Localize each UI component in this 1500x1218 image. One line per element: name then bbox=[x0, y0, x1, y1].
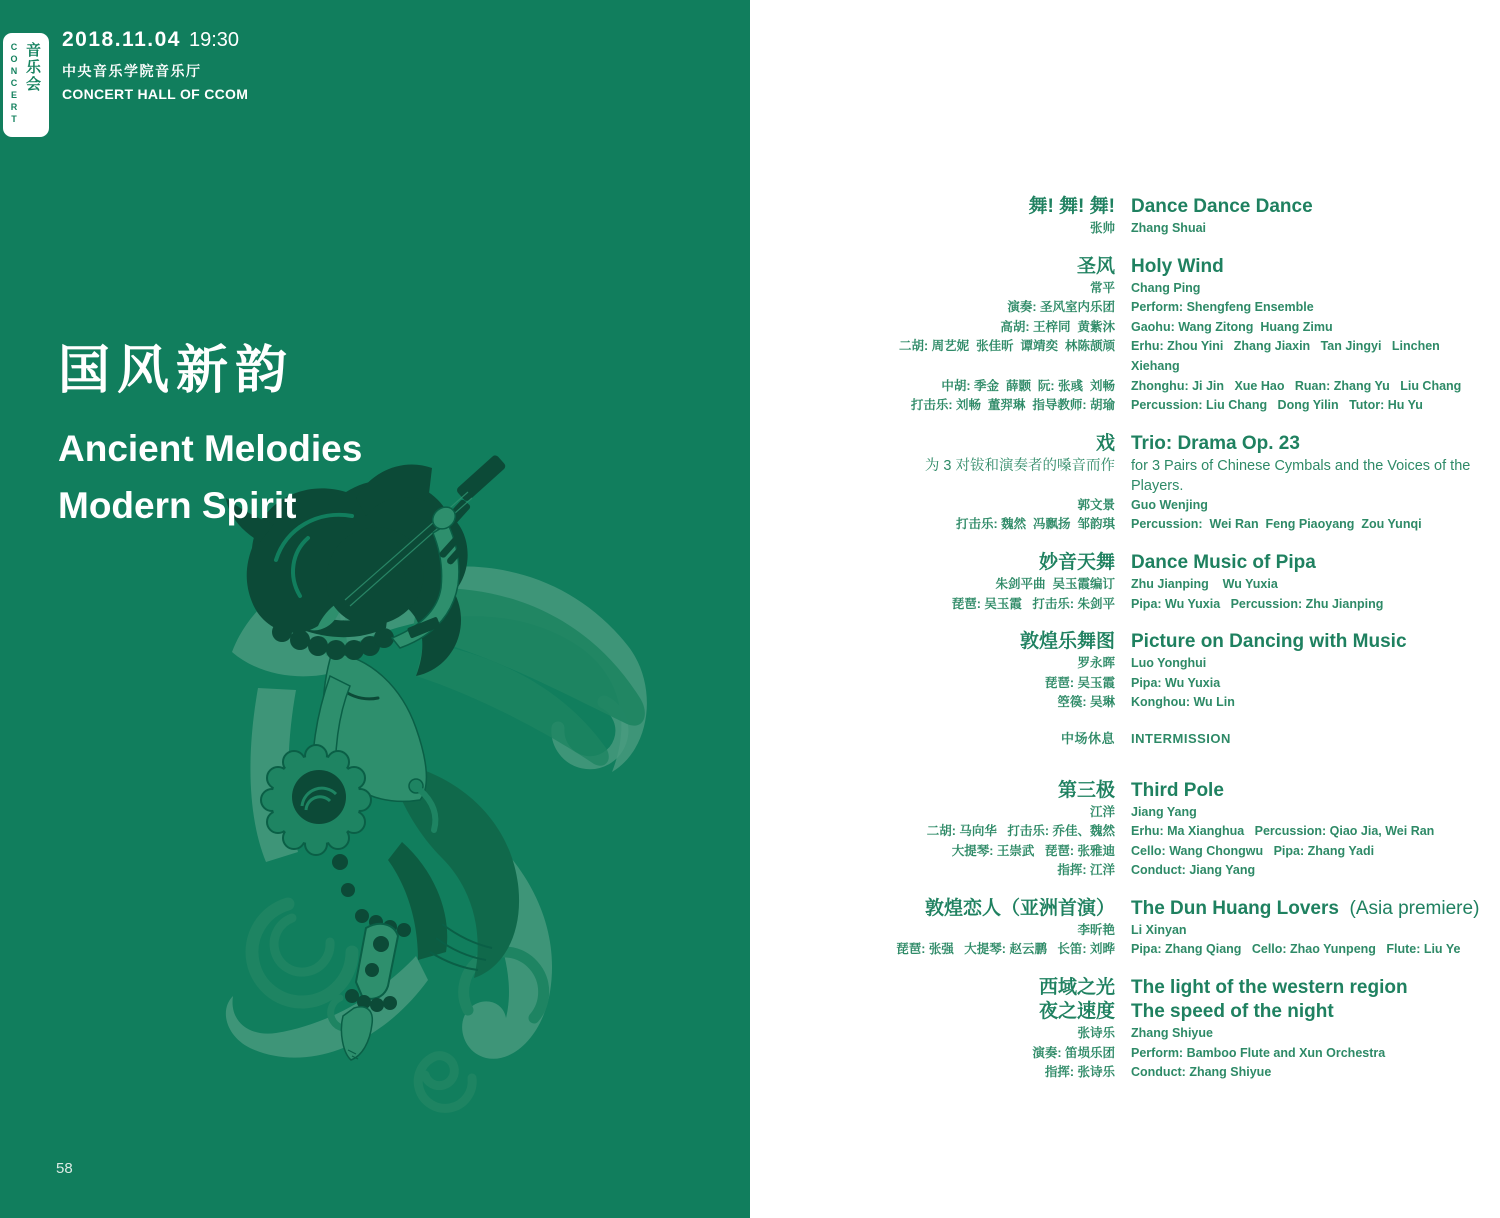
program-text-en bbox=[1131, 630, 1480, 654]
program-text-en bbox=[1131, 298, 1480, 318]
program-text-en-main: Chang Ping bbox=[1131, 280, 1201, 295]
program-row bbox=[750, 195, 1480, 219]
program-text-en bbox=[1131, 432, 1480, 456]
program-text-en-main: Erhu: Zhou Yini Zhang Jiaxin Tan Jingyi Linchen Xiehang bbox=[1131, 339, 1444, 373]
program-text-en bbox=[1131, 456, 1480, 496]
event-date: 2018.11.04 bbox=[62, 28, 181, 51]
program-text-en-main: Guo Wenjing bbox=[1131, 497, 1208, 512]
program-text-en bbox=[1131, 779, 1480, 803]
program-row bbox=[750, 779, 1480, 803]
program-section bbox=[750, 432, 1480, 535]
badge-label-cn: 音乐会 bbox=[24, 42, 41, 93]
event-date-line bbox=[62, 28, 248, 52]
program-text-cn: 打击乐: 刘畅 董羿琳 指导教师: 胡瑜 bbox=[910, 398, 1115, 413]
program-text-cn: 琵琶: 吴玉霞 bbox=[1044, 675, 1115, 690]
program-text-cn: 演奏: 笛埙乐团 bbox=[1032, 1045, 1115, 1060]
program-text-en bbox=[1131, 318, 1480, 338]
program-text-cn: 郭文景 bbox=[1077, 497, 1115, 512]
program-text-en bbox=[1131, 1044, 1480, 1064]
program-row bbox=[750, 976, 1480, 1000]
program-text-cn: 二胡: 马向华 打击乐: 乔佳、魏然 bbox=[926, 824, 1115, 839]
program-row bbox=[750, 496, 1480, 516]
program-text-en-main: Zhang Shiyue bbox=[1131, 1026, 1213, 1041]
program-section bbox=[750, 551, 1480, 614]
concert-title-en-line2: Modern Spirit bbox=[58, 485, 297, 526]
program-text-en bbox=[1131, 654, 1480, 674]
program-text-cn: 琵琶: 吴玉霞 打击乐: 朱剑平 bbox=[951, 596, 1115, 611]
program-row bbox=[750, 822, 1480, 842]
program-text-en-main: Picture on Dancing with Music bbox=[1131, 631, 1407, 653]
program-text-en-main: Gaohu: Wang Zitong Huang Zimu bbox=[1131, 319, 1333, 334]
program-text-cn: 张帅 bbox=[1089, 221, 1115, 235]
program-row bbox=[750, 842, 1480, 862]
program-row bbox=[750, 921, 1480, 941]
program-row bbox=[750, 1063, 1480, 1083]
concert-title bbox=[58, 338, 362, 534]
program-row bbox=[750, 337, 1480, 376]
event-info bbox=[62, 28, 248, 102]
program-row bbox=[750, 674, 1480, 694]
program-text-en-main: Perform: Bamboo Flute and Xun Orchestra bbox=[1131, 1045, 1386, 1060]
program-row bbox=[750, 595, 1480, 615]
program-section bbox=[750, 976, 1480, 1083]
program-row bbox=[750, 456, 1480, 496]
program-text-en-main: Perform: Shengfeng Ensemble bbox=[1131, 300, 1314, 315]
program-text-en-main: Zhonghu: Ji Jin Xue Hao Ruan: Zhang Yu Liu Chang bbox=[1131, 378, 1462, 393]
program-text-en-main: Percussion: Liu Chang Dong Yilin Tutor: Hu Yu bbox=[1131, 398, 1423, 413]
program-text-en-main: Conduct: Jiang Yang bbox=[1131, 863, 1256, 878]
program-row bbox=[750, 1044, 1480, 1064]
program-text-en-main: Trio: Drama Op. 23 bbox=[1131, 432, 1300, 454]
program-text-cn: 张诗乐 bbox=[1077, 1026, 1115, 1041]
program-text-en bbox=[1131, 729, 1480, 749]
program-row bbox=[750, 575, 1480, 595]
program-row bbox=[750, 861, 1480, 881]
program-row bbox=[750, 396, 1480, 416]
program-text-en-main: Zhang Shuai bbox=[1131, 221, 1206, 235]
program-text-en-main: Dance Music of Pipa bbox=[1131, 551, 1316, 573]
program-text-en bbox=[1131, 551, 1480, 575]
program-text-en-main: Li Xinyan bbox=[1131, 922, 1187, 937]
program-row bbox=[750, 255, 1480, 279]
program-text-en-main: Holy Wind bbox=[1131, 255, 1224, 277]
program-text-cn: 妙音天舞 bbox=[1038, 551, 1115, 573]
program-row bbox=[750, 654, 1480, 674]
program-text-cn: 高胡: 王梓同 黄紫沐 bbox=[1000, 319, 1115, 334]
program-text-en bbox=[1131, 842, 1480, 862]
program-text-en bbox=[1131, 496, 1480, 516]
program-text-cn: 罗永晖 bbox=[1077, 656, 1115, 671]
program-text-en bbox=[1131, 255, 1480, 279]
program-row bbox=[750, 729, 1480, 749]
program-text-en-main: for 3 Pairs of Chinese Cymbals and the Voices of the Players. bbox=[1131, 457, 1475, 494]
concert-badge bbox=[3, 33, 49, 137]
program-text-en-main: Konghou: Wu Lin bbox=[1131, 695, 1235, 710]
concert-title-cn: 国风新韵 bbox=[58, 342, 295, 400]
program-list bbox=[750, 195, 1480, 1099]
program-text-en bbox=[1131, 693, 1480, 713]
program-text-en bbox=[1131, 595, 1480, 615]
program-text-cn: 大提琴: 王崇武 琵琶: 张雅迪 bbox=[951, 843, 1115, 858]
program-row bbox=[750, 318, 1480, 338]
program-text-en bbox=[1131, 377, 1480, 397]
program-text-cn: 指挥: 江洋 bbox=[1057, 863, 1115, 878]
venue-name-en: CONCERT HALL OF CCOM bbox=[62, 86, 249, 102]
program-text-en-main: Percussion: Wei Ran Feng Piaoyang Zou Yunqi bbox=[1131, 517, 1422, 532]
program-text-en bbox=[1131, 575, 1480, 595]
program-text-en-main: Luo Yonghui bbox=[1131, 656, 1207, 671]
program-row bbox=[750, 377, 1480, 397]
program-text-en-main: Pipa: Wu Yuxia Percussion: Zhu Jianping bbox=[1131, 596, 1384, 611]
program-row bbox=[750, 693, 1480, 713]
page-number: 58 bbox=[56, 1160, 73, 1177]
program-row bbox=[750, 298, 1480, 318]
program-text-cn: 圣风 bbox=[1076, 255, 1115, 277]
program-text-en-main: Pipa: Wu Yuxia bbox=[1131, 675, 1221, 690]
program-text-en bbox=[1131, 674, 1480, 694]
program-text-en bbox=[1131, 976, 1480, 1000]
program-text-en bbox=[1131, 921, 1480, 941]
program-text-cn: 第三极 bbox=[1057, 779, 1115, 801]
program-text-cn: 中场休息 bbox=[1060, 730, 1115, 746]
program-text-en-main: Dance Dance Dance bbox=[1131, 196, 1313, 217]
program-text-en-main: The speed of the night bbox=[1131, 1001, 1334, 1023]
program-text-en bbox=[1131, 396, 1480, 416]
program-text-cn: 江洋 bbox=[1089, 804, 1115, 819]
program-row bbox=[750, 551, 1480, 575]
program-text-cn: 戏 bbox=[1095, 432, 1115, 454]
program-text-en-suffix: (Asia premiere) bbox=[1338, 897, 1480, 919]
program-text-cn: 箜篌: 吴琳 bbox=[1057, 695, 1115, 710]
program-text-en-main: Cello: Wang Chongwu Pipa: Zhang Yadi bbox=[1131, 843, 1375, 858]
program-row bbox=[750, 515, 1480, 535]
program-text-en-main: Pipa: Zhang Qiang Cello: Zhao Yunpeng Flute: Liu Ye bbox=[1131, 942, 1461, 957]
rosette-fan bbox=[261, 745, 371, 897]
program-text-cn: 指挥: 张诗乐 bbox=[1044, 1065, 1115, 1080]
event-time: 19:30 bbox=[188, 29, 240, 51]
program-text-cn: 打击乐: 魏然 冯飘扬 邹韵琪 bbox=[955, 517, 1115, 532]
program-text-cn: 琵琶: 张强 大提琴: 赵云鹏 长笛: 刘晔 bbox=[896, 942, 1115, 957]
program-row bbox=[750, 630, 1480, 654]
badge-label-en: CONCERT bbox=[9, 42, 19, 126]
program-section bbox=[750, 255, 1480, 416]
program-row bbox=[750, 803, 1480, 823]
program-section bbox=[750, 195, 1480, 239]
program-text-en-main: Erhu: Ma Xianghua Percussion: Qiao Jia, Wei Ran bbox=[1131, 824, 1435, 839]
program-text-cn: 常平 bbox=[1089, 280, 1115, 295]
program-text-en-main: The Dun Huang Lovers bbox=[1131, 897, 1339, 919]
program-text-cn: 夜之速度 bbox=[1038, 1001, 1115, 1023]
program-row bbox=[750, 279, 1480, 299]
program-text-en bbox=[1131, 861, 1480, 881]
program-text-cn: 二胡: 周艺妮 张佳昕 谭靖奕 林陈颉颃 bbox=[899, 339, 1115, 354]
program-row bbox=[750, 1024, 1480, 1044]
program-text-en bbox=[1131, 515, 1480, 535]
program-text-en bbox=[1131, 803, 1480, 823]
program-section bbox=[750, 779, 1480, 881]
program-row bbox=[750, 940, 1480, 960]
program-text-en-main: The light of the western region bbox=[1131, 977, 1408, 999]
program-text-en bbox=[1131, 940, 1480, 960]
program-text-en bbox=[1131, 1063, 1480, 1083]
venue-name-cn: 中央音乐学院音乐厅 bbox=[62, 63, 202, 79]
program-text-cn: 舞! 舞! 舞! bbox=[1028, 196, 1115, 217]
program-row bbox=[750, 219, 1480, 239]
program-text-cn: 中胡: 季金 薛颢 阮: 张彧 刘畅 bbox=[941, 378, 1115, 393]
program-text-en bbox=[1131, 1024, 1480, 1044]
program-text-cn: 敦煌乐舞图 bbox=[1019, 631, 1115, 653]
program-text-en bbox=[1131, 279, 1480, 299]
program-text-en bbox=[1131, 337, 1480, 376]
program-row bbox=[750, 432, 1480, 456]
program-text-en bbox=[1131, 1000, 1480, 1024]
program-section bbox=[750, 630, 1480, 713]
program-text-cn: 敦煌恋人（亚洲首演） bbox=[924, 897, 1115, 919]
program-text-en bbox=[1131, 822, 1480, 842]
program-text-en-main: INTERMISSION bbox=[1131, 730, 1231, 746]
concert-title-en-line1: Ancient Melodies bbox=[58, 428, 363, 469]
program-text-en-main: Zhu Jianping Wu Yuxia bbox=[1131, 576, 1278, 591]
program-text-en-main: Jiang Yang bbox=[1131, 804, 1197, 819]
intermission-section bbox=[750, 729, 1480, 749]
program-text-en bbox=[1131, 219, 1480, 239]
program-text-cn: 西域之光 bbox=[1038, 977, 1115, 999]
program-text-en-main: Conduct: Zhang Shiyue bbox=[1131, 1065, 1272, 1080]
program-text-cn: 演奏: 圣风室内乐团 bbox=[1007, 300, 1115, 315]
program-text-en bbox=[1131, 195, 1480, 219]
program-text-en bbox=[1131, 897, 1480, 921]
program-text-cn: 李昕艳 bbox=[1077, 922, 1115, 937]
program-text-en-main: Third Pole bbox=[1131, 779, 1224, 801]
program-text-cn: 朱剑平曲 吴玉霞编订 bbox=[995, 576, 1115, 591]
program-row bbox=[750, 897, 1480, 921]
program-row bbox=[750, 1000, 1480, 1024]
program-section bbox=[750, 897, 1480, 960]
program-text-cn: 为 3 对钹和演奏者的嗓音而作 bbox=[924, 457, 1115, 474]
